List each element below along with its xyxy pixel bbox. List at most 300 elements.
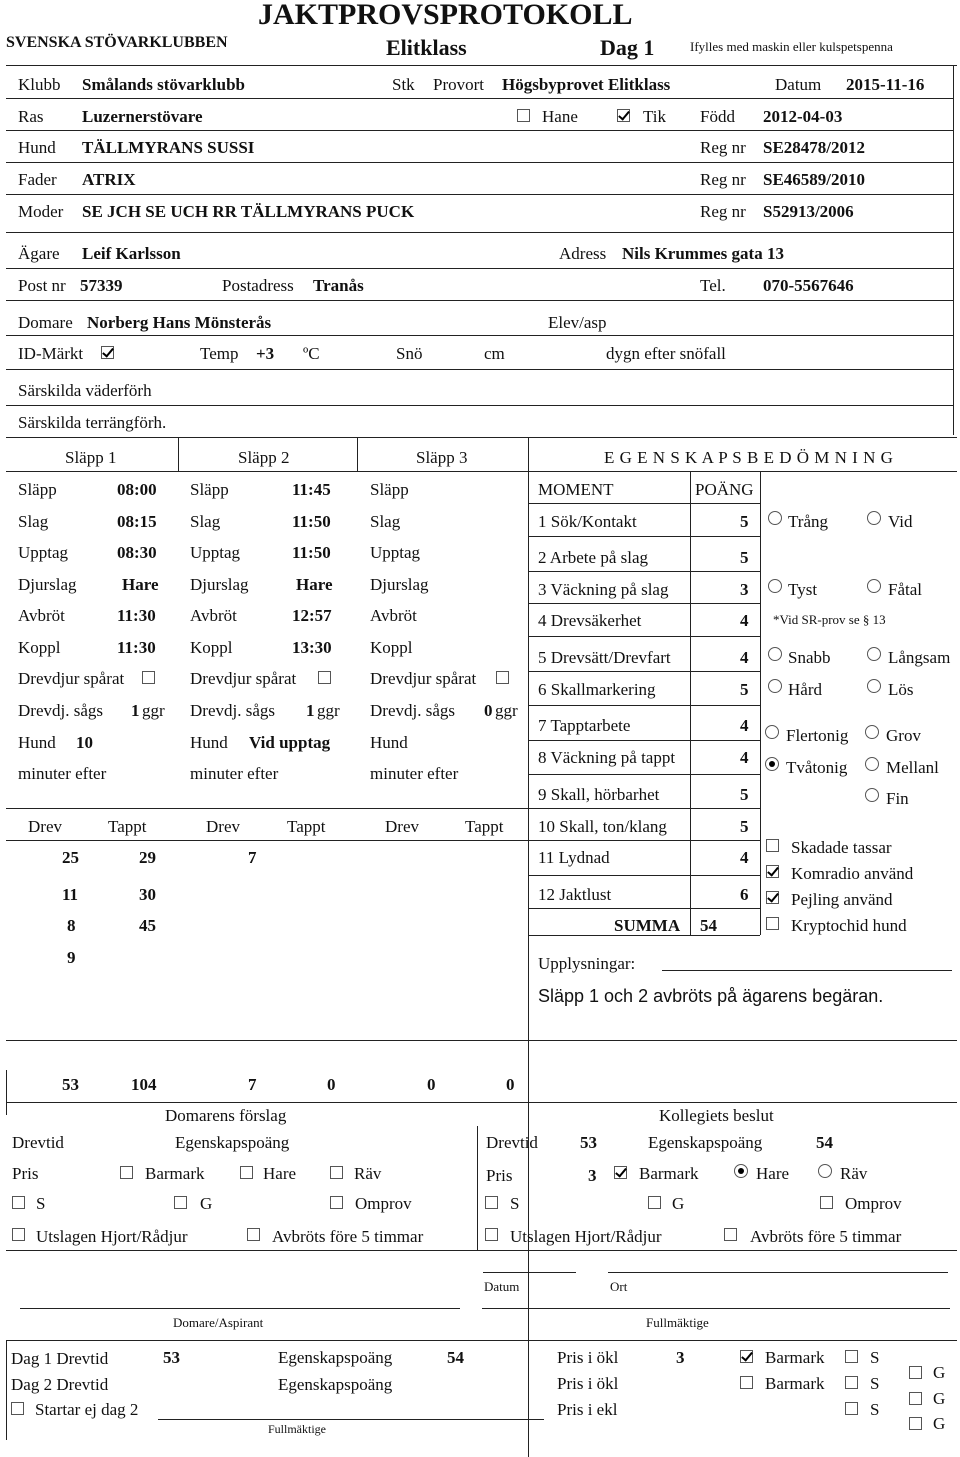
total-drev1[interactable]: 53: [62, 1075, 79, 1094]
s2-slag-value[interactable]: 11:50: [292, 512, 331, 531]
ort-sign-label: Ort: [610, 1279, 628, 1294]
k-drevtid-value[interactable]: 53: [580, 1133, 597, 1152]
vader-label: Särskilda väderförh: [18, 381, 152, 400]
skadade-label: Skadade tassar: [791, 838, 892, 857]
d-g-label: G: [200, 1194, 213, 1213]
s3-koppl-label: Koppl: [370, 638, 413, 657]
k-avbrots-label: Avbröts före 5 timmar: [750, 1227, 902, 1246]
s3-drevdjur-checkbox[interactable]: [496, 671, 509, 684]
k-barmark-label: Barmark: [639, 1164, 699, 1183]
sr-note: *Vid SR-prov se § 13: [773, 612, 886, 627]
divider: [6, 98, 953, 99]
hard-radio[interactable]: [768, 679, 782, 693]
dygn-label: dygn efter snöfall: [606, 344, 726, 363]
poang-value[interactable]: 5: [740, 512, 749, 531]
s1-hund-value[interactable]: 10: [76, 733, 93, 752]
skadade-checkbox[interactable]: [766, 839, 779, 852]
stk-label: Stk: [392, 75, 415, 94]
divider: [528, 935, 760, 936]
d-rav-checkbox[interactable]: [330, 1166, 343, 1179]
s1-slag-value[interactable]: 08:15: [117, 512, 157, 531]
poang-value[interactable]: 4: [740, 648, 749, 667]
s1-slapp-value[interactable]: 08:00: [117, 480, 157, 499]
divider: [528, 705, 760, 706]
s1-avbrot-label: Avbröt: [18, 606, 65, 625]
idmarkt-checkbox[interactable]: [101, 346, 114, 359]
fullmaktige-label: Fullmäktige: [646, 1315, 709, 1330]
k-barmark-checkbox[interactable]: [614, 1166, 627, 1179]
poang-value[interactable]: 4: [740, 848, 749, 867]
adress-label: Adress: [559, 244, 607, 263]
k-avbrots-checkbox[interactable]: [724, 1228, 737, 1241]
divider: [6, 268, 953, 269]
s3-hund-label: Hund: [370, 733, 408, 752]
klubb-value[interactable]: Smålands stövarklubb: [82, 75, 245, 94]
d-egen-label: Egenskapspoäng: [175, 1133, 290, 1152]
kollegiets-beslut: Kollegiets beslut: [659, 1106, 774, 1125]
divider: [528, 437, 529, 1457]
k-omprov-checkbox[interactable]: [820, 1196, 833, 1209]
tappt2-label: Tappt: [287, 817, 326, 836]
pris-okl2-label: Pris i ökl: [557, 1374, 619, 1393]
vid-radio[interactable]: [867, 511, 881, 525]
page-title: JAKTPROVSPROTOKOLL: [258, 0, 633, 31]
mellanl-radio[interactable]: [865, 757, 879, 771]
tappt1-value[interactable]: 30: [139, 885, 156, 904]
k-rav-radio[interactable]: [818, 1164, 832, 1178]
poang-value[interactable]: 4: [740, 611, 749, 630]
b-g1-label: G: [933, 1363, 946, 1382]
langsam-radio[interactable]: [867, 647, 881, 661]
s1-koppl-value[interactable]: 11:30: [117, 638, 156, 657]
total-tappt3[interactable]: 0: [506, 1075, 515, 1094]
s2-minuter-label: minuter efter: [190, 764, 279, 783]
divider: [528, 740, 760, 741]
b-s2-label: S: [870, 1374, 880, 1393]
upplys-text[interactable]: Släpp 1 och 2 avbröts på ägarens begäran.: [538, 986, 884, 1006]
b-g2-label: G: [933, 1389, 946, 1408]
fullmaktige-bottom-line: [158, 1419, 544, 1420]
divider: [6, 1250, 957, 1251]
moder-value[interactable]: SE JCH SE UCH RR TÄLLMYRANS PUCK: [82, 202, 415, 221]
mellanl-label: Mellanl: [886, 758, 939, 777]
total-tappt1[interactable]: 104: [131, 1075, 157, 1094]
k-s-label: S: [510, 1194, 520, 1213]
b-barmark1-label: Barmark: [765, 1348, 825, 1367]
slapp2-header: Släpp 2: [238, 448, 290, 467]
grov-label: Grov: [886, 726, 921, 745]
poang-value[interactable]: 3: [740, 580, 749, 599]
divider: [690, 471, 691, 935]
b-g2-checkbox[interactable]: [909, 1392, 922, 1405]
divider: [528, 875, 760, 876]
divider: [6, 1040, 957, 1041]
s3-drevdj-label: Drevdj. sågs: [370, 701, 455, 720]
tvatonig-radio[interactable]: [765, 757, 779, 771]
day-label: Dag 1: [600, 35, 655, 60]
fatal-radio[interactable]: [867, 579, 881, 593]
s2-koppl-value[interactable]: 13:30: [292, 638, 332, 657]
moment-item: 10 Skall, ton/klang: [538, 817, 667, 836]
hard-label: Hård: [788, 680, 822, 699]
s2-avbrot-label: Avbröt: [190, 606, 237, 625]
ras-label: Ras: [18, 107, 44, 126]
divider: [528, 571, 760, 572]
dag1-drevtid[interactable]: 53: [163, 1348, 180, 1367]
tappt1-value[interactable]: 45: [139, 916, 156, 935]
d-drevtid-label: Drevtid: [12, 1133, 64, 1152]
s3-upptag-label: Upptag: [370, 543, 421, 562]
club-name: SVENSKA STÖVARKLUBBEN: [6, 34, 228, 51]
divider: [528, 536, 760, 537]
postadress-value[interactable]: Tranås: [313, 276, 364, 295]
tappt1-value[interactable]: 29: [139, 848, 156, 867]
k-hare-label: Hare: [756, 1164, 790, 1183]
poang-value[interactable]: 4: [740, 748, 749, 767]
b-s3-checkbox[interactable]: [845, 1402, 858, 1415]
drev2-value[interactable]: 7: [248, 848, 257, 867]
s2-slapp-value[interactable]: 11:45: [292, 480, 331, 499]
pris-okl-label: Pris i ökl: [557, 1348, 619, 1367]
tik-label: Tik: [643, 107, 667, 126]
fin-label: Fin: [886, 789, 909, 808]
moment-item: 12 Jaktlust: [538, 885, 612, 904]
domare-label: Domare: [18, 313, 73, 332]
s2-slag-label: Slag: [190, 512, 221, 531]
divider: [528, 603, 760, 604]
d-s-label: S: [36, 1194, 46, 1213]
hund-label: Hund: [18, 138, 56, 157]
d-omprov-checkbox[interactable]: [330, 1196, 343, 1209]
grov-radio[interactable]: [865, 725, 879, 739]
fodd-label: Född: [700, 107, 735, 126]
k-rav-label: Räv: [840, 1164, 868, 1183]
k-g-checkbox[interactable]: [648, 1196, 661, 1209]
s2-drevdjur-checkbox[interactable]: [318, 671, 331, 684]
s2-hund-label: Hund: [190, 733, 228, 752]
divider: [6, 471, 957, 472]
temp-label: Temp: [200, 344, 239, 363]
provort-value[interactable]: Högsbyprovet Elitklass: [502, 75, 671, 94]
moment-item: 1 Sök/Kontakt: [538, 512, 637, 531]
datum-line: [483, 1272, 576, 1273]
total-drev3[interactable]: 0: [427, 1075, 436, 1094]
hane-label: Hane: [542, 107, 578, 126]
k-drevtid-label: Drevtid: [486, 1133, 538, 1152]
b-s1-label: S: [870, 1348, 880, 1367]
divider: [528, 840, 760, 841]
fader-label: Fader: [18, 170, 57, 189]
b-s2-checkbox[interactable]: [845, 1376, 858, 1389]
s3-avbrot-label: Avbröt: [370, 606, 417, 625]
divider: [6, 369, 953, 370]
s1-slag-label: Slag: [18, 512, 49, 531]
datum-label: Datum: [775, 75, 822, 94]
pejling-label: Pejling använd: [791, 890, 893, 909]
k-egen-label: Egenskapspoäng: [648, 1133, 763, 1152]
k-g-label: G: [672, 1194, 685, 1213]
s1-avbrot-value[interactable]: 11:30: [117, 606, 156, 625]
trang-radio[interactable]: [768, 511, 782, 525]
k-utslagen-checkbox[interactable]: [485, 1228, 498, 1241]
pris-ekl-label: Pris i ekl: [557, 1400, 618, 1419]
summa-label: SUMMA: [614, 916, 681, 935]
hund-regnr[interactable]: SE28478/2012: [763, 138, 866, 157]
divider: [528, 908, 760, 909]
k-utslagen-label: Utslagen Hjort/Rådjur: [510, 1227, 662, 1246]
divider: [6, 1340, 957, 1341]
tyst-radio[interactable]: [768, 579, 782, 593]
s2-avbrot-value[interactable]: 12:57: [292, 606, 332, 625]
ggr-label: ggr: [142, 701, 165, 720]
divider: [6, 300, 953, 301]
trang-label: Trång: [788, 512, 828, 531]
komradio-checkbox[interactable]: [766, 865, 779, 878]
s1-minuter-label: minuter efter: [18, 764, 107, 783]
divider: [6, 840, 528, 841]
dag2-egen-label: Egenskapspoäng: [278, 1375, 393, 1394]
pris-okl-value[interactable]: 3: [676, 1348, 685, 1367]
moment-item: 2 Arbete på slag: [538, 548, 648, 567]
s3-djurslag-label: Djurslag: [370, 575, 429, 594]
dag1-egen-label: Egenskapspoäng: [278, 1348, 393, 1367]
fullmaktige-sign-line: [482, 1308, 950, 1309]
divider: [6, 194, 953, 195]
s2-hund-value[interactable]: Vid upptag: [249, 733, 331, 752]
drev1-label: Drev: [28, 817, 62, 836]
k-pris-value[interactable]: 3: [588, 1166, 597, 1185]
drev2-label: Drev: [206, 817, 240, 836]
fatal-label: Fåtal: [888, 580, 922, 599]
poang-value[interactable]: 6: [740, 885, 749, 904]
s3-slag-label: Slag: [370, 512, 401, 531]
kryptochid-checkbox[interactable]: [766, 917, 779, 930]
tik-checkbox[interactable]: [617, 109, 630, 122]
poang-value[interactable]: 5: [740, 680, 749, 699]
s3-drevdjur-label: Drevdjur spårat: [370, 669, 477, 688]
b-barmark1-checkbox[interactable]: [740, 1350, 753, 1363]
divider: [6, 808, 528, 809]
domare-sign-line: [20, 1308, 460, 1309]
b-barmark2-checkbox[interactable]: [740, 1376, 753, 1389]
divider: [528, 774, 760, 775]
moder-regnr[interactable]: S52913/2006: [763, 202, 854, 221]
egenskap-title: E G E N S K A P S B E D Ö M N I N G: [604, 448, 894, 467]
s1-koppl-label: Koppl: [18, 638, 61, 657]
fader-value[interactable]: ATRIX: [82, 170, 136, 189]
divider: [357, 437, 358, 471]
divider: [760, 471, 761, 935]
hane-checkbox[interactable]: [517, 109, 530, 122]
s2-djurslag-value[interactable]: Hare: [296, 575, 333, 594]
b-s1-checkbox[interactable]: [845, 1350, 858, 1363]
divider: [6, 232, 953, 233]
datum-value[interactable]: 2015-11-16: [846, 75, 925, 94]
divider: [528, 671, 760, 672]
elev-label: Elev/asp: [548, 313, 607, 332]
tappt1-label: Tappt: [108, 817, 147, 836]
divider: [528, 503, 760, 504]
s2-slapp-label: Släpp: [190, 480, 229, 499]
moment-item: 4 Drevsäkerhet: [538, 611, 642, 630]
d-rav-label: Räv: [354, 1164, 382, 1183]
divider: [6, 1102, 957, 1103]
d-avbrots-label: Avbröts före 5 timmar: [272, 1227, 424, 1246]
divider: [178, 437, 179, 471]
tyst-label: Tyst: [788, 580, 818, 599]
postadress-label: Postadress: [222, 276, 294, 295]
poang-value[interactable]: 4: [740, 716, 749, 735]
k-egen-value[interactable]: 54: [816, 1133, 833, 1152]
pejling-checkbox[interactable]: [766, 891, 779, 904]
d-pris-label: Pris: [12, 1164, 39, 1183]
temp-unit: ºC: [303, 344, 320, 363]
divider: [477, 1126, 478, 1250]
provort-label: Provort: [433, 75, 484, 94]
fin-radio[interactable]: [865, 788, 879, 802]
ggr-label: ggr: [495, 701, 518, 720]
b-barmark2-label: Barmark: [765, 1374, 825, 1393]
d-barmark-checkbox[interactable]: [120, 1166, 133, 1179]
dag1-egen-value[interactable]: 54: [447, 1348, 464, 1367]
drev1-value[interactable]: 11: [62, 885, 79, 904]
moment-item: 3 Väckning på slag: [538, 580, 669, 599]
moder-label: Moder: [18, 202, 64, 221]
sno-label: Snö: [396, 344, 423, 363]
k-omprov-label: Omprov: [845, 1194, 902, 1213]
poang-value[interactable]: 5: [740, 785, 749, 804]
d-s-checkbox[interactable]: [12, 1196, 25, 1209]
startar-ej-label: Startar ej dag 2: [35, 1400, 139, 1419]
vid-label: Vid: [888, 512, 913, 531]
drev1-value[interactable]: 8: [67, 916, 76, 935]
datum-sign-label: Datum: [484, 1279, 520, 1294]
fader-regnr[interactable]: SE46589/2010: [763, 170, 866, 189]
s1-upptag-value[interactable]: 08:30: [117, 543, 157, 562]
agare-value[interactable]: Leif Karlsson: [82, 244, 181, 263]
s1-upptag-label: Upptag: [18, 543, 69, 562]
regnr-label: Reg nr: [700, 170, 746, 189]
moment-item: 8 Väckning på tappt: [538, 748, 676, 767]
total-tappt2[interactable]: 0: [327, 1075, 336, 1094]
adress-value[interactable]: Nils Krummes gata 13: [622, 244, 784, 263]
slapp3-header: Släpp 3: [416, 448, 468, 467]
s2-upptag-label: Upptag: [190, 543, 241, 562]
hund-value[interactable]: TÄLLMYRANS SUSSI: [82, 138, 255, 157]
d-hare-checkbox[interactable]: [240, 1166, 253, 1179]
domare-value[interactable]: Norberg Hans Mönsterås: [87, 313, 272, 332]
komradio-label: Komradio använd: [791, 864, 914, 883]
los-label: Lös: [888, 680, 914, 699]
tappt3-label: Tappt: [465, 817, 504, 836]
s1-drevdjur-checkbox[interactable]: [142, 671, 155, 684]
startar-ej-checkbox[interactable]: [11, 1402, 24, 1415]
los-radio[interactable]: [867, 679, 881, 693]
s1-djurslag-value[interactable]: Hare: [122, 575, 159, 594]
d-g-checkbox[interactable]: [174, 1196, 187, 1209]
fill-note: Ifylles med maskin eller kulspetspenna: [690, 39, 893, 54]
idmarkt-label: ID-Märkt: [18, 344, 84, 363]
d-utslagen-label: Utslagen Hjort/Rådjur: [36, 1227, 188, 1246]
drev1-value[interactable]: 25: [62, 848, 79, 867]
k-s-checkbox[interactable]: [485, 1196, 498, 1209]
s1-sags-value[interactable]: 1: [131, 701, 140, 720]
flertonig-radio[interactable]: [765, 725, 779, 739]
frame-right: [953, 65, 954, 435]
moment-item: 11 Lydnad: [538, 848, 610, 867]
divider: [6, 1070, 7, 1115]
divider: [6, 405, 953, 406]
agare-label: Ägare: [18, 244, 60, 263]
s3-sags-value[interactable]: 0: [484, 701, 493, 720]
s2-sags-value[interactable]: 1: [306, 701, 315, 720]
d-avbrots-checkbox[interactable]: [247, 1228, 260, 1241]
ggr-label: ggr: [317, 701, 340, 720]
ort-line: [608, 1272, 948, 1273]
d-utslagen-checkbox[interactable]: [12, 1228, 25, 1241]
s2-koppl-label: Koppl: [190, 638, 233, 657]
moment-item: 6 Skallmarkering: [538, 680, 656, 699]
drev1-value[interactable]: 9: [67, 948, 76, 967]
klubb-label: Klubb: [18, 75, 61, 94]
snabb-label: Snabb: [788, 648, 831, 667]
frame-top: [6, 65, 957, 66]
fullmaktige-bottom-label: Fullmäktige: [268, 1422, 326, 1436]
dag2-label: Dag 2 Drevtid: [11, 1375, 109, 1394]
k-pris-label: Pris: [486, 1166, 513, 1185]
ras-value[interactable]: Luzernerstövare: [82, 107, 203, 126]
snabb-radio[interactable]: [768, 647, 782, 661]
tvatonig-label: Tvåtonig: [786, 758, 848, 777]
d-barmark-label: Barmark: [145, 1164, 205, 1183]
temp-value[interactable]: +3: [256, 344, 275, 363]
s2-djurslag-label: Djurslag: [190, 575, 249, 594]
b-g1-checkbox[interactable]: [909, 1366, 922, 1379]
poang-value[interactable]: 5: [740, 548, 749, 567]
s2-drevdj-label: Drevdj. sågs: [190, 701, 275, 720]
b-s3-label: S: [870, 1400, 880, 1419]
slapp1-header: Släpp 1: [65, 448, 117, 467]
summa-value[interactable]: 54: [700, 916, 717, 935]
tel-value[interactable]: 070-5567646: [763, 276, 854, 295]
total-drev2[interactable]: 7: [248, 1075, 257, 1094]
terrang-label: Särskilda terrängförh.: [18, 413, 167, 432]
divider: [528, 636, 760, 637]
domare-aspirant-label: Domare/Aspirant: [173, 1315, 264, 1330]
drev3-label: Drev: [385, 817, 419, 836]
s2-drevdjur-label: Drevdjur spårat: [190, 669, 297, 688]
divider: [528, 808, 760, 809]
b-g3-label: G: [933, 1414, 946, 1433]
poang-value[interactable]: 5: [740, 817, 749, 836]
moment-item: 9 Skall, hörbarhet: [538, 785, 660, 804]
s1-drevdj-label: Drevdj. sågs: [18, 701, 103, 720]
b-g3-checkbox[interactable]: [909, 1417, 922, 1430]
domarens-forslag: Domarens förslag: [165, 1106, 287, 1125]
tel-label: Tel.: [700, 276, 726, 295]
s2-upptag-value[interactable]: 11:50: [292, 543, 331, 562]
divider: [6, 1340, 7, 1440]
moment-label: MOMENT: [538, 480, 614, 499]
s1-slapp-label: Släpp: [18, 480, 57, 499]
flertonig-label: Flertonig: [786, 726, 849, 745]
moment-item: 5 Drevsätt/Drevfart: [538, 648, 671, 667]
upplys-line: [662, 970, 952, 971]
k-hare-radio[interactable]: [734, 1164, 748, 1178]
moment-item: 7 Tapptarbete: [538, 716, 631, 735]
postnr-value[interactable]: 57339: [80, 276, 123, 295]
fodd-value[interactable]: 2012-04-03: [763, 107, 843, 126]
